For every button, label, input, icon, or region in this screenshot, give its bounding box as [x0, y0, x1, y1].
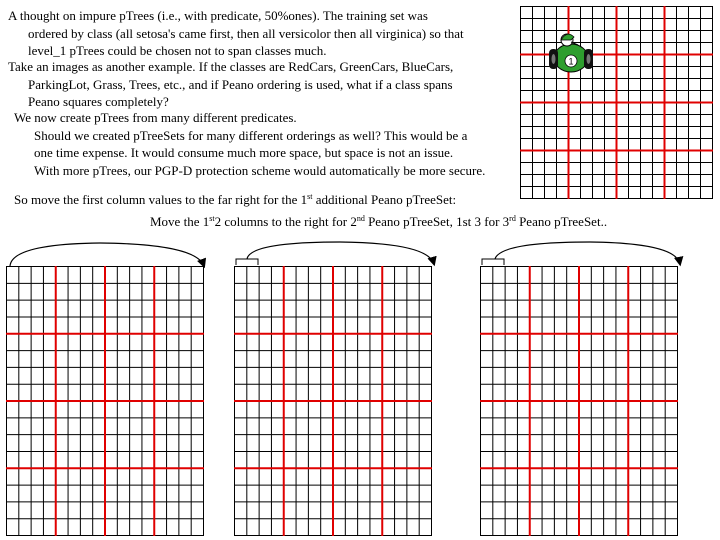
predicates-line-2: Should we created pTreeSets for many different orderings as well? This would be a [34, 127, 468, 143]
grid-2-svg [234, 266, 432, 536]
move2-text-b: 2 columns to the right for 2 [214, 214, 357, 229]
move1-text-b: additional Peano pTreeSet: [312, 192, 457, 207]
move1-text-a: So move the first column values to the far right for the 1 [14, 192, 308, 207]
curved-arrow-icon [247, 242, 434, 264]
bracket-3-cols [482, 259, 504, 265]
curved-arrow-icon [10, 243, 204, 266]
move2-text-d: Peano pTreeSet.. [515, 214, 608, 229]
arrows-layer [0, 238, 720, 270]
car-number: 1 [568, 56, 574, 67]
intro-paragraph [8, 7, 548, 60]
move2-sup-2: nd [356, 214, 365, 223]
move-columns-text [150, 213, 607, 231]
predicates-paragraph [14, 109, 554, 179]
grid-3-svg [480, 266, 678, 536]
race-car-svg [547, 28, 595, 80]
example-paragraph [8, 58, 548, 111]
curved-arrow-icon [495, 242, 680, 264]
intro-line-3: level_1 pTrees could be chosen not to span classes much. [28, 43, 327, 58]
example-line-3: Peano squares completely? [28, 94, 169, 109]
intro-line-1: A thought on impure pTrees (i.e., with predicate, 50%ones). The training set was [8, 8, 428, 23]
move2-sup-1: st [209, 214, 215, 223]
peano-grid-3 [480, 266, 678, 536]
peano-grid-1 [6, 266, 204, 536]
move2-sup-3: rd [509, 214, 516, 223]
example-line-1: Take an images as another example. If the classes are RedCars, GreenCars, BlueCars, [8, 59, 454, 74]
race-car-icon [547, 28, 595, 80]
move2-text-c: Peano pTreeSet, 1st 3 for 3 [364, 214, 510, 229]
bracket-2-cols [236, 259, 258, 265]
move-first-column-text [14, 191, 456, 209]
move1-sup: st [307, 192, 313, 201]
peano-grid-2 [234, 266, 432, 536]
grid-1-svg [6, 266, 204, 536]
example-line-2: ParkingLot, Grass, Trees, etc., and if Peano ordering is used, what if a class spans [28, 76, 453, 92]
move2-text-a: Move the 1 [150, 214, 210, 229]
predicates-line-4: With more pTrees, our PGP-D protection scheme would automatically be more secure. [34, 162, 486, 178]
intro-line-2: ordered by class (all setosa's came first, then all versicolor then all virginica) so that [28, 25, 464, 41]
predicates-line-1: We now create pTrees from many different predicates. [14, 110, 297, 125]
predicates-line-3: one time expense. It would consume much more space, but space is not an issue. [34, 145, 454, 160]
